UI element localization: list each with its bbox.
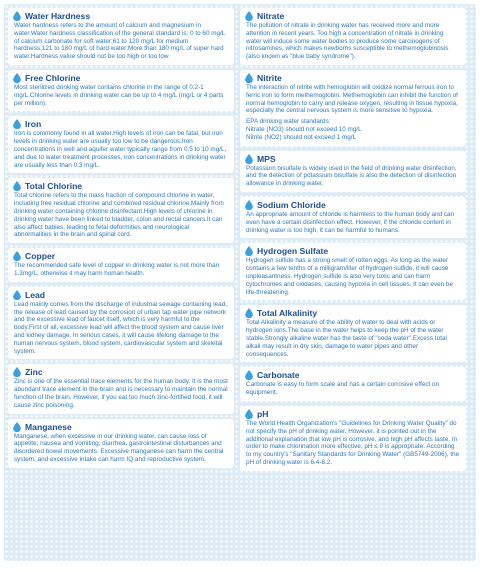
- card-body: The World Health Organization's "Guidelines for Drinking Water Quality" do not specify the pH of drinking water. However, it is pointed out in the additional explanation that low pH is corrosive, and high pH affects taste. In order to make chlorination more effective, pH ≤ 8 is appropriate. According to my country's "Sanitary Standards for Drinking Water" (GB5749-2006), the pH of drinking water is 6.4-8.2.: [246, 419, 460, 466]
- card-title: [13, 251, 228, 261]
- card-title: [13, 73, 228, 83]
- water-drop-icon: [13, 11, 21, 21]
- water-drop-icon: [13, 422, 21, 432]
- water-drop-icon: [245, 200, 253, 210]
- card-title-text: Nitrate: [257, 11, 285, 21]
- card-title: [245, 11, 460, 21]
- page: [4, 4, 476, 561]
- card-title-text: Water Hardness: [25, 11, 91, 21]
- card-total-chlorine: [8, 178, 234, 243]
- card-zinc: [8, 364, 234, 413]
- water-drop-icon: [245, 246, 253, 256]
- card-carbonate: [240, 367, 466, 401]
- card-title: [13, 422, 228, 432]
- water-drop-icon: [245, 11, 253, 21]
- card-sodium-chloride: [240, 197, 466, 238]
- card-title-text: Zinc: [25, 367, 43, 378]
- card-hydrogen-sulfate: [240, 243, 466, 300]
- card-lead: [8, 287, 234, 360]
- card-title-text: Carbonate: [257, 370, 300, 381]
- card-body: Total chlorine refers to the mass fraction of compound chlorine in water, including free residual chlorine and combined residual chlorine.Mainly from drinking water containing chlorine disinfectant.High levels of chlorine in drinking water have been linked to bladder, colon and rectal cancers.It can also affect babies, leading to fetal deformities and neurological abnormalities in the brain and spinal cord.: [14, 192, 224, 239]
- card-title-text: Manganese: [25, 421, 72, 432]
- card-body: An appropriate amount of chloride is harmless to the human body and can even have a certain disinfection effect. However, if the chloride content in drinking water is too high, it can be harmful to humans.: [246, 210, 455, 234]
- card-body: Carbonate is easy to form scale and has a certain corrosive effect on equipment.: [246, 381, 440, 397]
- water-drop-icon: [245, 409, 253, 419]
- card-title-text: Free Chlorine: [25, 72, 81, 83]
- water-drop-icon: [245, 73, 253, 83]
- card-copper: [8, 248, 234, 282]
- water-drop-icon: [13, 181, 21, 191]
- card-water-hardness: [8, 8, 234, 65]
- card-title-text: MPS: [257, 153, 276, 164]
- card-title-text: Total Alkalinity: [257, 308, 318, 319]
- card-mps: [240, 151, 466, 192]
- card-title: [13, 290, 228, 300]
- card-title: [245, 154, 460, 164]
- water-drop-icon: [13, 290, 21, 300]
- card-body: EPA drinking water standards: Nitrate (NO3) should not exceed 10 mg/L Nitrite (NO2) should not exceed 1 mg/L: [246, 118, 362, 141]
- card-title: [245, 200, 460, 210]
- left-column: [8, 8, 234, 473]
- water-drop-icon: [13, 119, 21, 129]
- card-body: Zinc is one of the essential trace elements for the human body. It is the most abundant trace element in the brain and is necessary to maintain the normal function of the brain. However, if you eat too much zinc-fortified food, it will cause zinc poisoning.: [14, 378, 228, 409]
- card-body: The interaction of nitrite with hemoglobin will oxidize normal ferrous iron to ferric iron to form methemoglobin. Methemoglobin can inhibit the function of normal hemoglobin to carry and release oxygen, resulting in tissue hypoxia, especially the central nervous system is more sensitive to hypoxia.: [246, 83, 458, 115]
- card-body: Manganese, when excessive in our drinking water, can cause loss of appetite, nausea and vomiting, diarrhea, gastrointestinal disturbances and disordered bowel movements. Excessive manganese can harm the central system, and excessive intake can harm IQ and reproductive system.: [14, 432, 224, 463]
- card-title-text: pH: [257, 408, 269, 419]
- card-title-text: Hydrogen Sulfate: [257, 246, 329, 257]
- card-title: [245, 73, 460, 83]
- card-body: Hydrogen sulfide has a strong smell of rotten eggs. As long as the water contains a few tenths of a milligram/liter of hydrogen sulfide, it will cause unpleasantness. Hydrogen sulfide is also very toxic and can harm cytochromes and oxidases, causing hypoxia in cell tissues. It can even be life-threatening.: [246, 257, 453, 296]
- water-drop-icon: [13, 367, 21, 377]
- card-body: Lead mainly comes from the discharge of industrial sewage containing lead, the release of lead caused by the corrosion of urban tap water pipe network and the excessive lead of faucet itself, which is very harmful to the body.First of all, excessive lead will affect the blood system and cause liver and kidney damage. In serious cases, it will cause lifelong damage to the human nervous system, blood system, cardiovascular system and skeletal system.: [14, 300, 227, 355]
- card-iron: [8, 116, 234, 173]
- card-body: Water hardness refers to the amount of calcium and magnesium in water.Water hardness classification of the general standard is: 0 to 60 mg/L of calcium carbonate for soft water;61 to 120 mg/L for medium hardness;121 to 180 mg/L of hard water;More than 180 mg/L of super hard water.Hardness value should not be too high or too low.: [14, 22, 226, 61]
- card-body: The pollution of nitrate in drinking water has received more and more attention in recent years. Too high a concentration of nitrate in drinking water will induce some water bodies to produce some carcinogens of nitrosamines, which makes newborns susceptible to methemoglobinosis (also known as "blue baby syndrome").: [246, 22, 449, 61]
- water-drop-icon: [13, 251, 21, 261]
- water-drop-icon: [245, 308, 253, 318]
- card-free-chlorine: [8, 70, 234, 111]
- card-total-alkalinity: [240, 305, 466, 362]
- card-title-text: Lead: [25, 289, 46, 300]
- card-title-text: Sodium Chloride: [257, 199, 326, 210]
- card-title: [245, 308, 460, 318]
- card-title-text: Iron: [25, 119, 42, 130]
- card-title-text: Copper: [25, 251, 56, 262]
- right-column: [240, 8, 466, 476]
- card-ph: [240, 406, 466, 471]
- card-title-text: Nitrite: [257, 72, 282, 83]
- card-body: Most sterilized drinking water contains chlorine in the range of 0.2-1 mg/L.Chlorine levels in drinking water can be up to 4 mg/L (mg/L or 4 parts per million).: [14, 83, 224, 107]
- card-body: Potassium bisulfate is widely used in the field of drinking water disinfection, and the detection of potassium bisulfate is also the detection of disinfection allowance in drinking water.: [246, 164, 457, 188]
- card-manganese: [8, 419, 234, 468]
- card-title: [13, 367, 228, 377]
- card-nitrite: [240, 70, 466, 146]
- card-title: [13, 11, 228, 21]
- card-body: The recommended safe level of copper in drinking water is not more than 1.3mg/L, otherwise it may harm human health.: [14, 262, 220, 277]
- card-title: [13, 119, 228, 129]
- card-title: [245, 246, 460, 256]
- card-body: Iron is commonly found in all water.High levels of iron can be fatal, but iron levels in drinking water are usually too low to be dangerous.Iron concentrations in well and aquifer water typically range from 0.5 to 10 mg/L, and due to water treatment processes, iron concentrations in drinking water are usually less than 0.3 mg/L.: [14, 130, 227, 169]
- card-title: [13, 181, 228, 191]
- card-title-text: Total Chlorine: [25, 181, 83, 192]
- card-title: [245, 370, 460, 380]
- water-drop-icon: [245, 154, 253, 164]
- card-body: Total Alkalinity a measure of the ability of water to deal with acids or hydrogen ions.The base in the water helps to keep the pH of the water stable.Strongly alkaline water has the taste of "soda water".Excess total alkali may result in dry skin, damage to water pipes and other consequences.: [246, 319, 447, 358]
- water-drop-icon: [245, 370, 253, 380]
- card-nitrate: [240, 8, 466, 65]
- card-title: [245, 409, 460, 419]
- water-drop-icon: [13, 73, 21, 83]
